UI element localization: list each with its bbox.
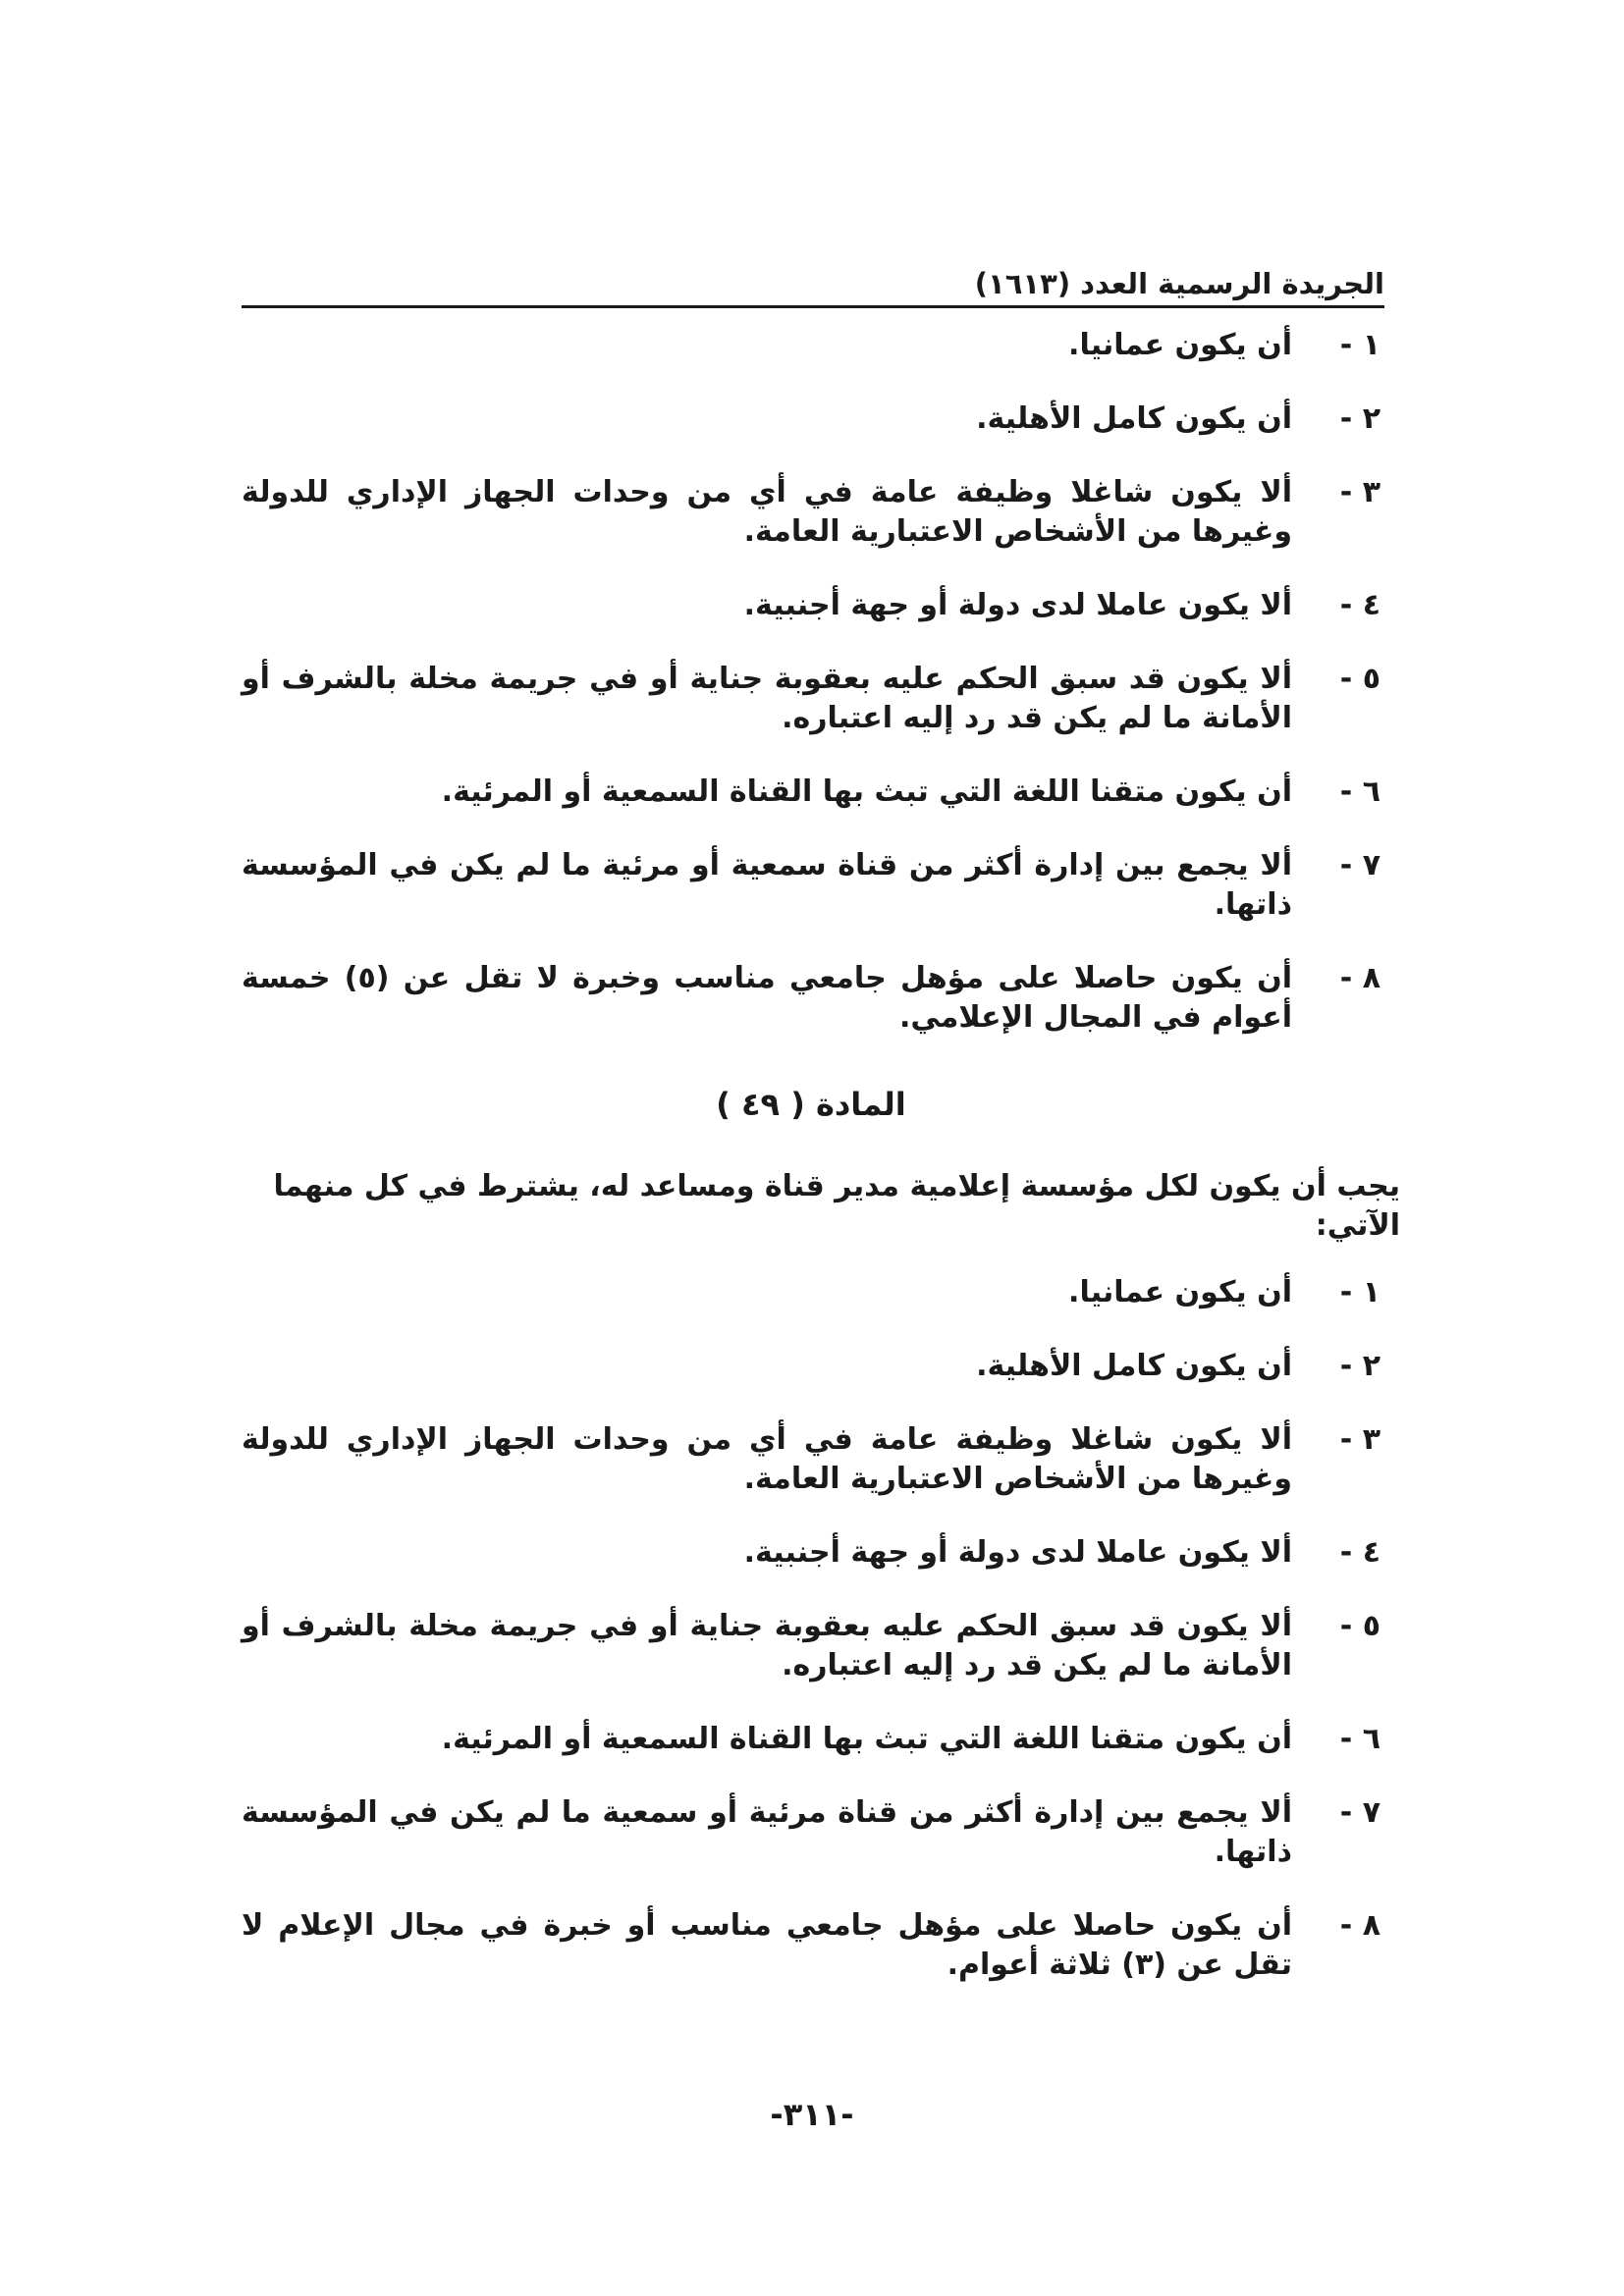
item-number: ٢ - — [1339, 401, 1380, 436]
item-number: ٧ - — [1339, 1795, 1380, 1830]
item-text: ألا يجمع بين إدارة أكثر من قناة مرئية أو سمعية ما لم يكن في المؤسسة ذاتها. — [242, 1795, 1292, 1869]
list-item — [242, 660, 1380, 738]
item-number: ٤ - — [1339, 588, 1380, 622]
page-number: -٣١١- — [770, 2096, 854, 2133]
item-text: ألا يكون شاغلا وظيفة عامة في أي من وحدات الجهاز الإداري للدولة وغيرها من الأشخاص الاعتبارية العامة. — [242, 475, 1292, 549]
document-body — [242, 326, 1400, 2019]
item-text: ألا يجمع بين إدارة أكثر من قناة سمعية أو مرئية ما لم يكن في المؤسسة ذاتها. — [242, 848, 1292, 922]
item-text: ألا يكون قد سبق الحكم عليه بعقوبة جناية أو في جريمة مخلة بالشرف أو الأمانة ما لم يكن قد رد إليه اعتباره. — [242, 662, 1292, 735]
list-item — [242, 959, 1380, 1038]
item-number: ٢ - — [1339, 1349, 1380, 1383]
item-number: ٥ - — [1339, 1609, 1380, 1643]
conditions-list-article-49 — [242, 1273, 1380, 1985]
list-item — [242, 586, 1380, 625]
list-item — [242, 1533, 1380, 1573]
item-number: ٤ - — [1339, 1535, 1380, 1570]
list-item — [242, 773, 1380, 812]
item-text: ألا يكون قد سبق الحكم عليه بعقوبة جناية أو في جريمة مخلة بالشرف أو الأمانة ما لم يكن قد رد إليه اعتباره. — [242, 1609, 1292, 1682]
list-item — [242, 1906, 1380, 1985]
item-text: ألا يكون عاملا لدى دولة أو جهة أجنبية. — [743, 588, 1292, 622]
item-text: ألا يكون شاغلا وظيفة عامة في أي من وحدات الجهاز الإداري للدولة وغيرها من الأشخاص الاعتبارية العامة. — [242, 1422, 1292, 1496]
item-number: ٣ - — [1339, 475, 1380, 509]
list-item — [242, 400, 1380, 439]
item-number: ٣ - — [1339, 1422, 1380, 1457]
list-item — [242, 1720, 1380, 1759]
item-text: أن يكون كامل الأهلية. — [976, 1349, 1292, 1383]
item-number: ١ - — [1339, 328, 1380, 362]
list-item — [242, 1793, 1380, 1872]
item-number: ٨ - — [1339, 1908, 1380, 1943]
item-text: أن يكون كامل الأهلية. — [976, 401, 1292, 436]
article-intro: يجب أن يكون لكل مؤسسة إعلامية مدير قناة ومساعد له، يشترط في كل منهما الآتي: — [273, 1169, 1400, 1243]
article-heading: المادة ( ٤٩ ) — [716, 1086, 906, 1123]
gazette-title: الجريدة الرسمية العدد (١٦١٣) — [974, 267, 1384, 300]
item-text: أن يكون متقنا اللغة التي تبث بها القناة السمعية أو المرئية. — [441, 774, 1292, 809]
item-text: أن يكون حاصلا على مؤهل جامعي مناسب أو خبرة في مجال الإعلام لا تقل عن (٣) ثلاثة أعوام. — [242, 1908, 1292, 1982]
list-item — [242, 1347, 1380, 1386]
list-item — [242, 326, 1380, 365]
page-header — [242, 257, 1384, 308]
item-text: أن يكون عمانيا. — [1068, 328, 1292, 362]
item-number: ٥ - — [1339, 662, 1380, 696]
list-item — [242, 1273, 1380, 1312]
item-number: ١ - — [1339, 1275, 1380, 1309]
list-item — [242, 1420, 1380, 1499]
list-item — [242, 1607, 1380, 1685]
item-text: أن يكون عمانيا. — [1068, 1275, 1292, 1309]
item-text: ألا يكون عاملا لدى دولة أو جهة أجنبية. — [743, 1535, 1292, 1570]
item-number: ٨ - — [1339, 961, 1380, 995]
header-divider — [242, 305, 1384, 308]
item-text: أن يكون متقنا اللغة التي تبث بها القناة السمعية أو المرئية. — [441, 1722, 1292, 1756]
list-item — [242, 846, 1380, 925]
item-text: أن يكون حاصلا على مؤهل جامعي مناسب وخبرة لا تقل عن (٥) خمسة أعوام في المجال الإعلامي. — [242, 961, 1292, 1035]
item-number: ٦ - — [1339, 1722, 1380, 1756]
item-number: ٦ - — [1339, 774, 1380, 809]
list-item — [242, 473, 1380, 552]
conditions-list-previous-article — [242, 326, 1380, 1038]
item-number: ٧ - — [1339, 848, 1380, 882]
